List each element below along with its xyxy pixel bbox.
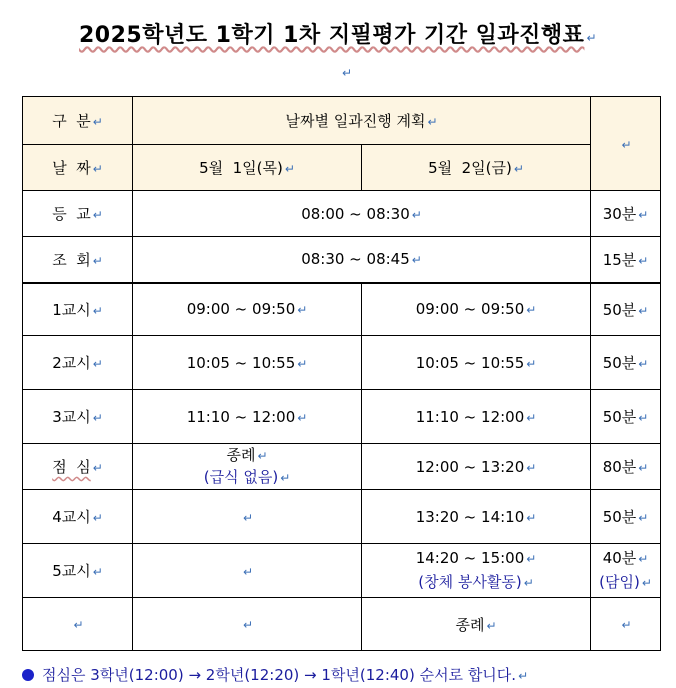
row-label: 5교시 ↵ <box>23 544 133 598</box>
duration-cell: 50분 ↵ <box>591 390 661 444</box>
table-row <box>23 191 661 237</box>
day2-cell: 09:00 ~ 09:50 ↵ <box>362 283 591 336</box>
day1-cell: 종례 ↵ (급식 없음) ↵ <box>133 444 362 490</box>
duration-cell: 50분 ↵ <box>591 490 661 544</box>
table-row <box>23 444 661 490</box>
day2-cell: 13:20 ~ 14:10 ↵ <box>362 490 591 544</box>
day2-header: 5월 2일(금) ↵ <box>362 145 591 191</box>
duration-header: ↵ <box>591 97 661 191</box>
paragraph-mark-icon: ↵ <box>586 31 597 45</box>
title-text: 2025학년도 1학기 1차 지필평가 기간 일과진행표 <box>79 23 585 48</box>
day2-cell: 12:00 ~ 13:20 ↵ <box>362 444 591 490</box>
note-text: 점심은 3학년(12:00) → 2학년(12:20) → 1학년(12:40) 순서로 합니다. <box>42 666 517 684</box>
duration-cell: 50분 ↵ <box>591 283 661 336</box>
table-header-row <box>23 97 661 145</box>
day1-cell: 10:05 ~ 10:55 ↵ <box>133 336 362 390</box>
table-header-row <box>23 145 661 191</box>
bullet-icon <box>22 669 34 681</box>
time-cell: 08:00 ~ 08:30 ↵ <box>133 191 591 237</box>
table-row <box>23 598 661 651</box>
day1-cell: ↵ <box>133 490 362 544</box>
table-row <box>23 544 661 598</box>
table-row <box>23 283 661 336</box>
time-cell: 08:30 ~ 08:45 ↵ <box>133 237 591 283</box>
duration-cell: 80분 ↵ <box>591 444 661 490</box>
plan-header: 날짜별 일과진행 계획 ↵ <box>133 97 591 145</box>
row-label: 점 심 ↵ <box>23 444 133 490</box>
day2-cell: 11:10 ~ 12:00 ↵ <box>362 390 591 444</box>
table-row <box>23 336 661 390</box>
category-header: 구 분 ↵ <box>23 97 133 145</box>
day1-cell: ↵ <box>133 544 362 598</box>
table-row <box>23 390 661 444</box>
table-row <box>23 237 661 283</box>
day2-cell: 14:20 ~ 15:00 ↵ (창체 봉사활동) ↵ <box>362 544 591 598</box>
day2-cell: 종례 ↵ <box>362 598 591 651</box>
day1-cell: 09:00 ~ 09:50 ↵ <box>133 283 362 336</box>
row-label: 2교시 ↵ <box>23 336 133 390</box>
lunch-note: 점심은 3학년(12:00) → 2학년(12:20) → 1학년(12:40) 순서로 합니다. ↵ <box>22 664 528 685</box>
row-label: 조 회 ↵ <box>23 237 133 283</box>
schedule-table <box>22 96 661 651</box>
row-label: ↵ <box>23 598 133 651</box>
duration-cell: 40분 ↵ (담임) ↵ <box>591 544 661 598</box>
table-row <box>23 490 661 544</box>
row-label: 1교시 ↵ <box>23 283 133 336</box>
duration-cell: 50분 ↵ <box>591 336 661 390</box>
page-title <box>0 18 676 49</box>
row-label: 등 교 ↵ <box>23 191 133 237</box>
row-label: 4교시 ↵ <box>23 490 133 544</box>
day1-cell: 11:10 ~ 12:00 ↵ <box>133 390 362 444</box>
day2-cell: 10:05 ~ 10:55 ↵ <box>362 336 591 390</box>
duration-cell: 30분 ↵ <box>591 191 661 237</box>
paragraph-mark-icon: ↵ <box>342 66 353 80</box>
day1-cell: ↵ <box>133 598 362 651</box>
duration-cell: 15분 ↵ <box>591 237 661 283</box>
duration-cell: ↵ <box>591 598 661 651</box>
day1-header: 5월 1일(목) ↵ <box>133 145 362 191</box>
date-header: 날 짜 ↵ <box>23 145 133 191</box>
row-label: 3교시 ↵ <box>23 390 133 444</box>
